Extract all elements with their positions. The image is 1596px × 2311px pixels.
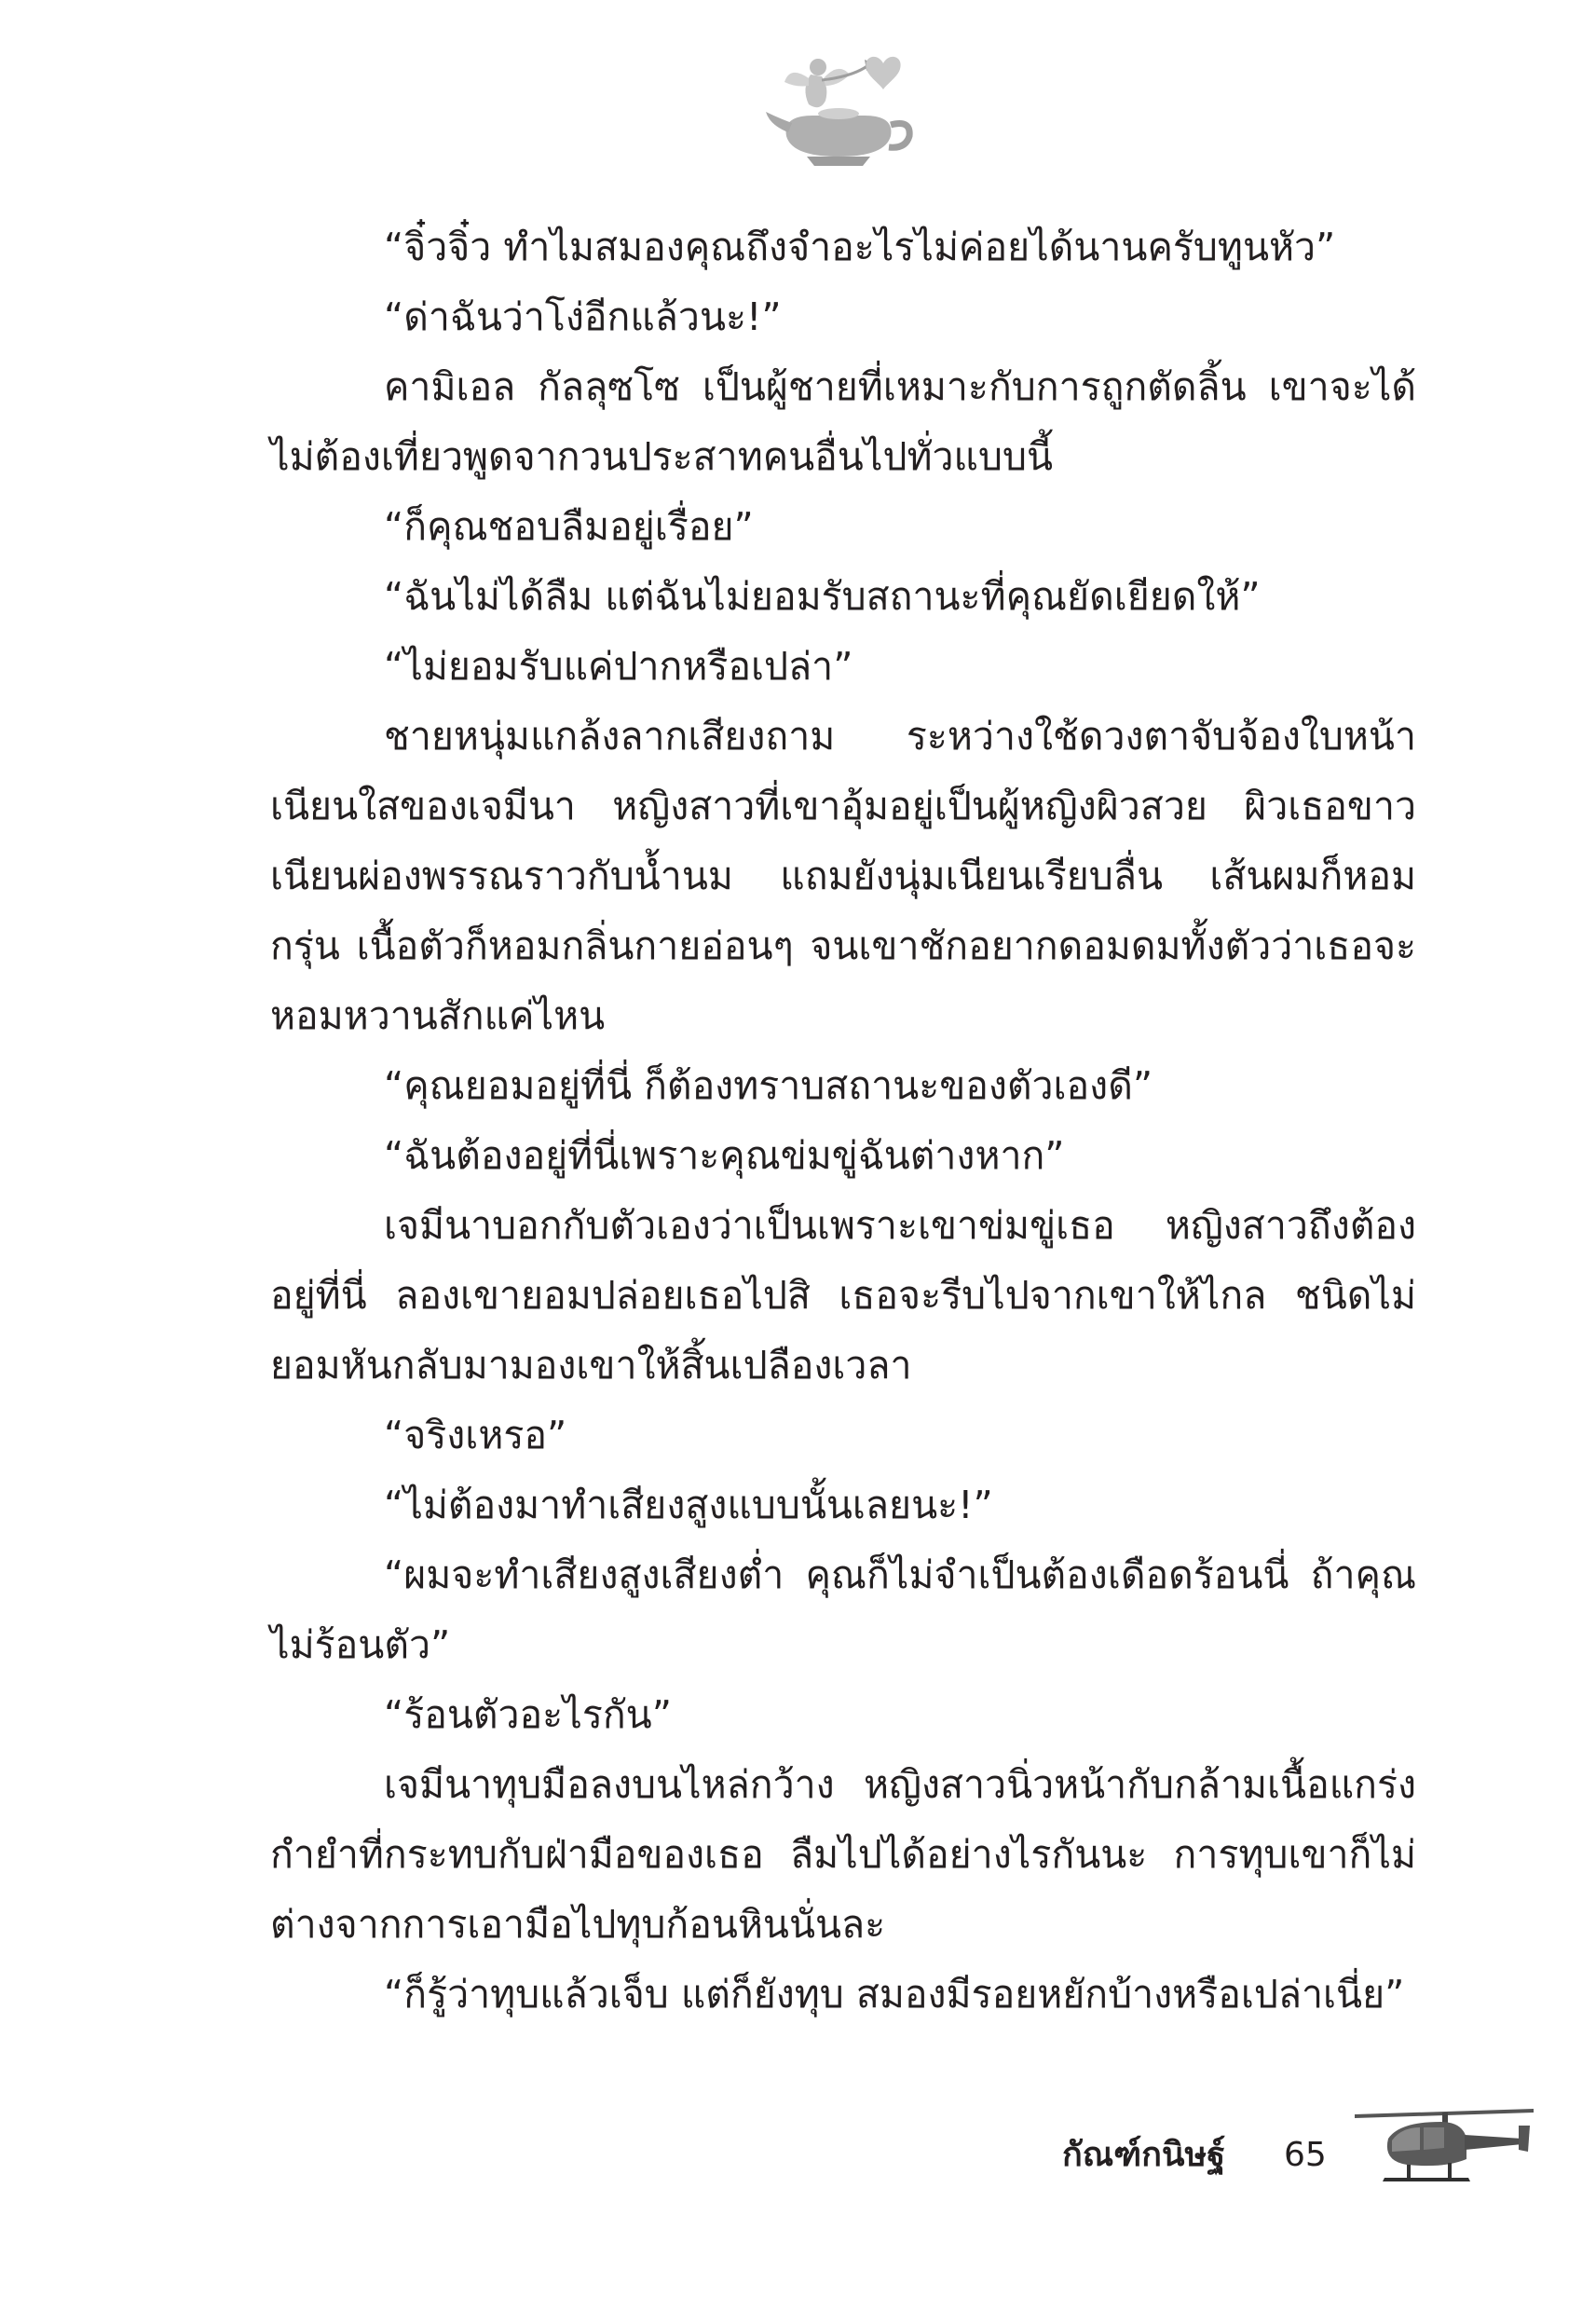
paragraph: “ด่าฉันว่าโง่อีกแล้วนะ!” [384, 294, 782, 339]
book-title: กัณฑ์กนิษฐ์ [1062, 2136, 1226, 2174]
paragraph: “ผมจะทำเสียงสูงเสียงต่ำ คุณก็ไม่จำเป็นต้องเดือดร้อนนี่ ถ้าคุณไม่ร้อนตัว” [270, 1552, 1416, 1667]
paragraph: เจมีนาทุบมือลงบนไหล่กว้าง หญิงสาวนิ่วหน้ากับกล้ามเนื้อแกร่งกำยำที่กระทบกับฝ่ามือของเธอ ลืมไปได้อย่างไรกันนะ การทุบเขาก็ไม่ต่างจากการเอามือไปทุบก้อนหินนั่นละ [270, 1762, 1416, 1947]
paragraph: “จริงเหรอ” [384, 1413, 567, 1457]
paragraph: “ก็คุณชอบลืมอยู่เรื่อย” [384, 504, 754, 549]
paragraph: คามิเอล กัลลุซโซ เป็นผู้ชายที่เหมาะกับการถูกตัดลิ้น เขาจะได้ไม่ต้องเที่ยวพูดจากวนประสาทคนอื่นไปทั่วแบบนี้ [270, 364, 1416, 479]
paragraph: “ฉันต้องอยู่ที่นี่เพราะคุณข่มขู่ฉันต่างหาก” [384, 1133, 1065, 1178]
paragraph: ชายหนุ่มแกล้งลากเสียงถาม ระหว่างใช้ดวงตาจับจ้องใบหน้าเนียนใสของเจมีนา หญิงสาวที่เขาอุ้มอยู่เป็นผู้หญิงผิวสวย ผิวเธอขาวเนียนผ่องพรรณราวกับน้ำนม แถมยังนุ่มเนียนเรียบลื่น เส้นผมก็หอมกรุ่น เนื้อตัวก็หอมกลิ่นกายอ่อนๆ จนเขาชักอยากดอมดมทั้งตัวว่าเธอจะหอมหวานสักแค่ไหน [270, 714, 1416, 1038]
page-number: 65 [1284, 2136, 1327, 2174]
cupid-teapot-ornament-icon [764, 47, 913, 177]
paragraph: “จิ๋วจิ๋ว ทำไมสมองคุณถึงจำอะไรไม่ค่อยได้นานครับทูนหัว” [384, 225, 1336, 269]
paragraph: เจมีนาบอกกับตัวเองว่าเป็นเพราะเขาข่มขู่เธอ หญิงสาวถึงต้องอยู่ที่นี่ ลองเขายอมปล่อยเธอไปสิ เธอจะรีบไปจากเขาให้ไกล ชนิดไม่ยอมหันกลับมามองเขาให้สิ้นเปลืองเวลา [270, 1203, 1416, 1388]
paragraph: “คุณยอมอยู่ที่นี่ ก็ต้องทราบสถานะของตัวเองดี” [384, 1063, 1153, 1108]
story-text [270, 212, 1416, 2030]
paragraph: “ไม่ยอมรับแค่ปากหรือเปล่า” [384, 644, 853, 689]
paragraph: “ฉันไม่ได้ลืม แต่ฉันไม่ยอมรับสถานะที่คุณยัดเยียดให้” [384, 574, 1261, 619]
paragraph: “ร้อนตัวอะไรกัน” [384, 1692, 672, 1737]
helicopter-icon [1351, 2101, 1537, 2195]
paragraph: “ก็รู้ว่าทุบแล้วเจ็บ แต่ก็ยังทุบ สมองมีรอยหยักบ้างหรือเปล่าเนี่ย” [384, 1972, 1405, 2017]
paragraph: “ไม่ต้องมาทำเสียงสูงแบบนั้นเลยนะ!” [384, 1483, 993, 1527]
